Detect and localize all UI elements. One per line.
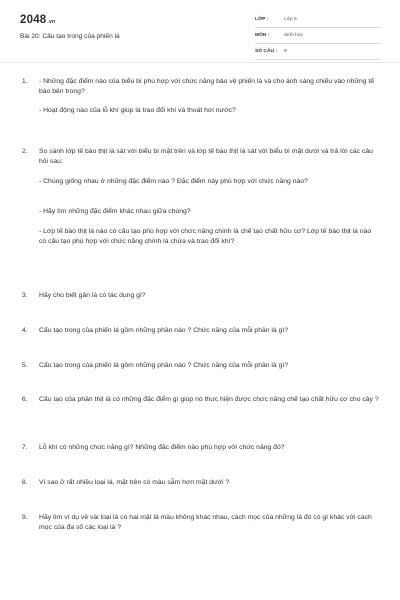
question-text: Cấu tạo trong của phiến lá gồm những phần nào ? Chức năng của mỗi phần là gì? <box>39 362 289 369</box>
question-text: Lỗ khí có những chức năng gì? Những đặc điểm nào phù hợp với chức năng đó? <box>39 444 285 451</box>
question-number: 6. <box>22 396 28 403</box>
question-text: Hãy tìm ví dụ về vài loại lá có hai mặt lá màu không khác nhau, cách mọc của những lá đó có gì khác với cách mọc của đa số các loại lá ? <box>39 514 372 531</box>
lesson-meta <box>255 14 380 62</box>
worksheet-header <box>0 0 400 62</box>
question-text: - Những đặc điểm nào của biểu bì phù hợp với chức năng bảo vệ phiến lá và cho ánh sáng chiếu vào những tế bào bên trong? <box>39 78 375 95</box>
meta-row-count <box>255 46 380 60</box>
question-text: Cấu tạo trong của phiến lá gồm những phần nào ? Chức năng của mỗi phần là gì? <box>39 327 289 334</box>
question-number: 2. <box>22 148 28 155</box>
question-number: 7. <box>22 444 28 451</box>
meta-value-count: 9 <box>284 49 287 54</box>
question-text: - Hoạt động nào của lỗ khí giúp lá trao đổi khí và thoát hơi nước? <box>39 107 236 114</box>
question-text: Vì sao ở rất nhiều loại lá, mặt trên có màu sẫm hơn mặt dưới ? <box>39 479 230 486</box>
site-logo[interactable] <box>20 14 55 26</box>
logo-main: 2048 <box>20 14 47 26</box>
meta-row-subject <box>255 30 380 44</box>
question-text: - Hãy tìm những đặc điểm khác nhau giữa chúng? <box>39 208 191 215</box>
lesson-title: Bài 20: Cấu tạo trong của phiến lá <box>20 33 120 40</box>
question-text: Cấu tạo của phần thịt lá có những đặc điểm gì giúp nó thực hiện được chức năng chế tạo chất hữu cơ cho cây ? <box>39 396 379 403</box>
meta-row-class <box>255 14 380 28</box>
meta-label-class: LỚP : <box>255 17 269 22</box>
question-number: 1. <box>22 78 28 85</box>
question-number: 4. <box>22 327 28 334</box>
question-text: - Chúng giống nhau ở những đặc điểm nào ? Đặc điểm này phù hợp với chức năng nào? <box>39 178 308 185</box>
question-text: - Lớp tế bào thịt lá nào có cấu tạo phù hợp với chức năng chính là chế tạo chất hữu cơ? Lớp tế bào thịt lá nào có cấu tạo phù hợp với chức năng chính là chứa và trao đổi khí? <box>39 228 372 245</box>
meta-value-class: Lớp 6 <box>284 17 297 22</box>
question-number: 3. <box>22 292 28 299</box>
question-text: Hãy cho biết gân lá có tác dụng gì? <box>39 292 146 299</box>
logo-suffix: .vn <box>47 19 56 25</box>
question-number: 8. <box>22 479 28 486</box>
header-divider <box>0 62 400 63</box>
question-number: 5. <box>22 362 28 369</box>
meta-value-subject: Sinh học <box>284 33 304 38</box>
meta-label-subject: MÔN : <box>255 33 270 38</box>
question-number: 9. <box>22 514 28 521</box>
meta-label-count: SỐ CÂU : <box>255 49 278 54</box>
question-text: So sánh lớp tế bào thịt lá sát với biểu bì mặt trên và lớp tế bào thịt lá sát với biểu bì mặt dưới và trả lời các câu hỏi sau: <box>39 148 373 165</box>
